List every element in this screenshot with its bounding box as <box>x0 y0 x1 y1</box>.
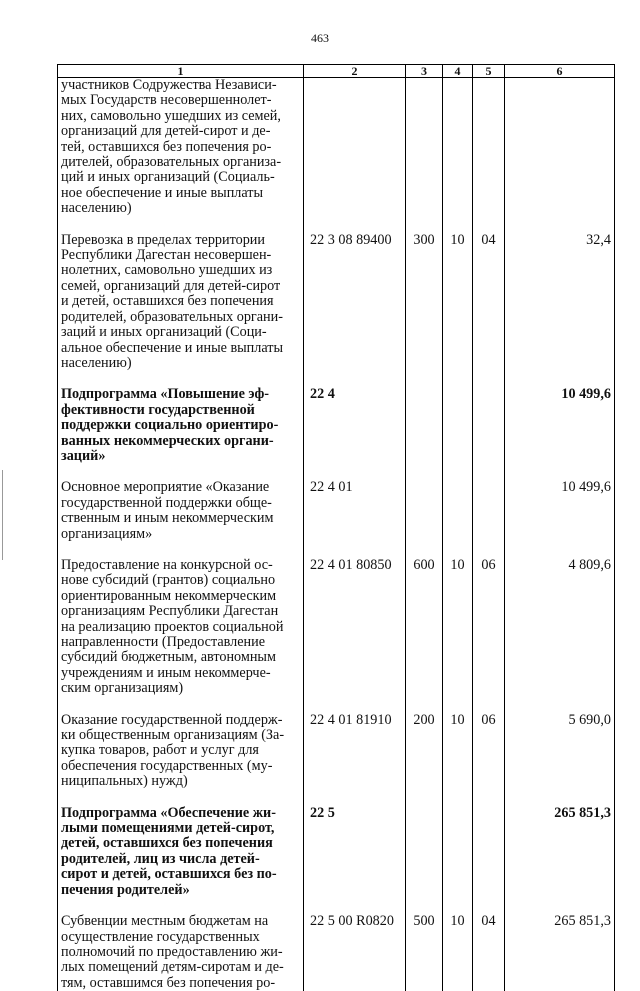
spacer-cell <box>443 217 473 233</box>
row-name-cell <box>58 806 304 898</box>
row-name-line: организациям» <box>61 527 300 542</box>
spacer-cell <box>443 898 473 914</box>
spacer-cell <box>443 790 473 806</box>
row-subsection-cell <box>473 480 505 542</box>
spacer-cell <box>304 217 406 233</box>
row-spacer <box>58 371 615 387</box>
row-amount-cell: 265 851,3 <box>505 806 615 898</box>
row-name-line: сирот и детей, оставшихся без по- <box>61 867 300 882</box>
row-name-line: ориентированным некоммерческим <box>61 589 300 604</box>
row-expense-type-cell <box>406 78 443 217</box>
row-name-line: учреждениям и иным некоммерче- <box>61 666 300 681</box>
row-amount-cell: 10 499,6 <box>505 480 615 542</box>
spacer-cell <box>58 898 304 914</box>
row-subsection-cell <box>473 806 505 898</box>
row-name-line: Подпрограмма «Повышение эф- <box>61 387 300 402</box>
row-name-line: Подпрограмма «Обеспечение жи- <box>61 806 300 821</box>
spacer-cell <box>505 464 615 480</box>
spacer-cell <box>505 898 615 914</box>
row-name-line: на реализацию проектов социальной <box>61 620 300 635</box>
row-name-line: осуществление государственных <box>61 930 300 945</box>
row-name-line: обеспечения государственных (му- <box>61 759 300 774</box>
spacer-cell <box>406 542 443 558</box>
row-expense-type-cell <box>406 480 443 542</box>
row-code-cell: 22 3 08 89400 <box>304 233 406 372</box>
table-row <box>58 78 615 217</box>
spacer-cell <box>473 697 505 713</box>
row-name-line: дителей, образовательных организа- <box>61 155 300 170</box>
row-section-cell: 10 <box>443 914 473 991</box>
column-header-3: 3 <box>406 65 443 78</box>
spacer-cell <box>505 217 615 233</box>
row-name-line: мых Государств несовершеннолет- <box>61 93 300 108</box>
spacer-cell <box>473 371 505 387</box>
table-row <box>58 480 615 542</box>
row-name-line: организаций для детей-сирот и де- <box>61 124 300 139</box>
row-name-line: Субвенции местным бюджетам на <box>61 914 300 929</box>
row-name-line: Оказание государственной поддерж- <box>61 713 300 728</box>
row-name-line: ским организациям) <box>61 681 300 696</box>
table-row <box>58 914 615 991</box>
row-name-line: полномочий по предоставлению жи- <box>61 945 300 960</box>
page-number: 463 <box>0 31 640 46</box>
spacer-cell <box>58 542 304 558</box>
row-name-line: ций и иных организаций (Социаль- <box>61 170 300 185</box>
row-expense-type-cell: 600 <box>406 558 443 697</box>
table-row <box>58 713 615 790</box>
row-name-line: Основное мероприятие «Оказание <box>61 480 300 495</box>
row-name-cell <box>58 78 304 217</box>
row-name-line: тей, оставшихся без попечения ро- <box>61 140 300 155</box>
row-subsection-cell: 06 <box>473 558 505 697</box>
row-code-cell: 22 4 01 80850 <box>304 558 406 697</box>
row-spacer <box>58 790 615 806</box>
row-section-cell <box>443 480 473 542</box>
column-header-1: 1 <box>58 65 304 78</box>
column-header-2: 2 <box>304 65 406 78</box>
row-name-line: ниципальных) нужд) <box>61 774 300 789</box>
spacer-cell <box>58 790 304 806</box>
row-name-line: лыми помещениями детей-сирот, <box>61 821 300 836</box>
spacer-cell <box>505 371 615 387</box>
row-code-cell <box>304 78 406 217</box>
row-name-line: тям, оставшимся без попечения ро- <box>61 976 300 991</box>
row-name-line: лых помещений детям-сиротам и де- <box>61 960 300 975</box>
row-amount-cell: 265 851,3 <box>505 914 615 991</box>
spacer-cell <box>443 464 473 480</box>
spacer-cell <box>304 464 406 480</box>
column-header-4: 4 <box>443 65 473 78</box>
row-name-line: Предоставление на конкурсной ос- <box>61 558 300 573</box>
row-code-cell: 22 5 <box>304 806 406 898</box>
row-name-line: населению) <box>61 356 300 371</box>
table-header-row <box>58 65 615 78</box>
row-name-line: ки общественным организациям (За- <box>61 728 300 743</box>
row-name-line: детей, оставшихся без попечения <box>61 836 300 851</box>
table-row <box>58 558 615 697</box>
table-row <box>58 233 615 372</box>
spacer-cell <box>443 697 473 713</box>
row-name-line: направленности (Предоставление <box>61 635 300 650</box>
row-amount-cell: 10 499,6 <box>505 387 615 464</box>
row-section-cell <box>443 806 473 898</box>
row-amount-cell: 32,4 <box>505 233 615 372</box>
row-name-cell <box>58 558 304 697</box>
spacer-cell <box>58 697 304 713</box>
row-name-line: нове субсидий (грантов) социально <box>61 573 300 588</box>
row-subsection-cell: 04 <box>473 914 505 991</box>
row-code-cell: 22 4 <box>304 387 406 464</box>
spacer-cell <box>304 898 406 914</box>
spacer-cell <box>58 217 304 233</box>
row-code-cell: 22 5 00 R0820 <box>304 914 406 991</box>
table-row <box>58 806 615 898</box>
row-expense-type-cell <box>406 387 443 464</box>
spacer-cell <box>304 542 406 558</box>
row-spacer <box>58 898 615 914</box>
row-name-line: населению) <box>61 201 300 216</box>
row-name-line: купка товаров, работ и услуг для <box>61 743 300 758</box>
row-name-line: и детей, оставшихся без попечения <box>61 294 300 309</box>
row-subsection-cell: 06 <box>473 713 505 790</box>
column-header-5: 5 <box>473 65 505 78</box>
row-spacer <box>58 542 615 558</box>
spacer-cell <box>443 371 473 387</box>
row-name-line: Республики Дагестан несовершен- <box>61 248 300 263</box>
row-name-line: ванных некоммерческих органи- <box>61 434 300 449</box>
row-amount-cell: 4 809,6 <box>505 558 615 697</box>
row-spacer <box>58 217 615 233</box>
row-expense-type-cell: 500 <box>406 914 443 991</box>
row-name-line: них, самовольно ушедших из семей, <box>61 109 300 124</box>
row-name-cell <box>58 480 304 542</box>
row-subsection-cell: 04 <box>473 233 505 372</box>
spacer-cell <box>473 898 505 914</box>
row-code-cell: 22 4 01 <box>304 480 406 542</box>
table-row <box>58 387 615 464</box>
row-name-cell <box>58 387 304 464</box>
row-name-line: организациям Республики Дагестан <box>61 604 300 619</box>
row-expense-type-cell <box>406 806 443 898</box>
row-amount-cell: 5 690,0 <box>505 713 615 790</box>
spacer-cell <box>473 217 505 233</box>
spacer-cell <box>505 790 615 806</box>
row-spacer <box>58 697 615 713</box>
row-name-line: альное обеспечение и иные выплаты <box>61 341 300 356</box>
spacer-cell <box>473 542 505 558</box>
row-section-cell <box>443 387 473 464</box>
row-name-line: семей, организаций для детей-сирот <box>61 279 300 294</box>
row-name-line: субсидий бюджетным, автономным <box>61 650 300 665</box>
spacer-cell <box>443 542 473 558</box>
row-name-line: заций и иных организаций (Соци- <box>61 325 300 340</box>
row-section-cell <box>443 78 473 217</box>
row-section-cell: 10 <box>443 713 473 790</box>
spacer-cell <box>304 790 406 806</box>
row-name-cell <box>58 914 304 991</box>
row-expense-type-cell: 300 <box>406 233 443 372</box>
spacer-cell <box>406 464 443 480</box>
spacer-cell <box>505 697 615 713</box>
row-name-line: родителей, образовательных органи- <box>61 310 300 325</box>
spacer-cell <box>473 464 505 480</box>
row-name-line: родителей, лиц из числа детей- <box>61 852 300 867</box>
row-name-line: фективности государственной <box>61 403 300 418</box>
spacer-cell <box>304 371 406 387</box>
row-expense-type-cell: 200 <box>406 713 443 790</box>
row-amount-cell <box>505 78 615 217</box>
row-name-line: Перевозка в пределах территории <box>61 233 300 248</box>
row-name-cell <box>58 713 304 790</box>
spacer-cell <box>406 790 443 806</box>
row-name-line: заций» <box>61 449 300 464</box>
row-name-line: нолетних, самовольно ушедших из <box>61 263 300 278</box>
row-spacer <box>58 464 615 480</box>
row-section-cell: 10 <box>443 233 473 372</box>
spacer-cell <box>473 790 505 806</box>
row-subsection-cell <box>473 78 505 217</box>
row-name-line: печения родителей» <box>61 883 300 898</box>
spacer-cell <box>406 697 443 713</box>
spacer-cell <box>406 371 443 387</box>
row-name-line: участников Содружества Независи- <box>61 78 300 93</box>
column-header-6: 6 <box>505 65 615 78</box>
row-name-line: ственным и иным некоммерческим <box>61 511 300 526</box>
row-name-line: ное обеспечение и иные выплаты <box>61 186 300 201</box>
row-name-line: государственной поддержки обще- <box>61 496 300 511</box>
row-subsection-cell <box>473 387 505 464</box>
row-section-cell: 10 <box>443 558 473 697</box>
row-name-line: поддержки социально ориентиро- <box>61 418 300 433</box>
row-code-cell: 22 4 01 81910 <box>304 713 406 790</box>
budget-table <box>57 64 615 991</box>
scan-margin-mark <box>2 470 3 560</box>
table-body <box>58 78 615 991</box>
spacer-cell <box>304 697 406 713</box>
spacer-cell <box>406 217 443 233</box>
spacer-cell <box>58 371 304 387</box>
spacer-cell <box>58 464 304 480</box>
spacer-cell <box>406 898 443 914</box>
spacer-cell <box>505 542 615 558</box>
row-name-cell <box>58 233 304 372</box>
